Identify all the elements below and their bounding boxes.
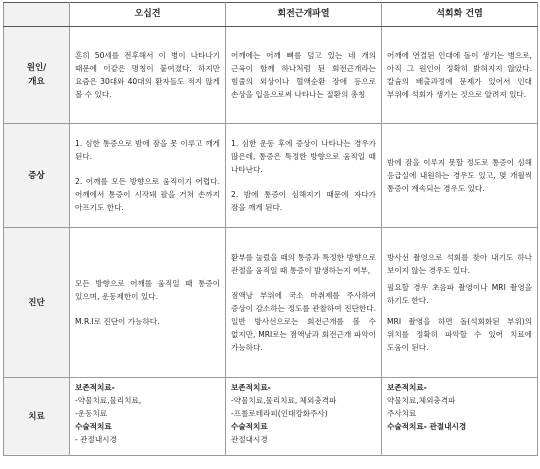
cell-text: MRI 촬영을 하면 돌(석회화된 부위)의 위치를 정확히 파악할 수 있어 치료에 도움이 된다. bbox=[387, 317, 532, 352]
cell-text: 수술적치료- 관절내시경 bbox=[387, 422, 467, 431]
row-label-treatment-text: 치료 bbox=[28, 411, 45, 422]
cell-text: 관절내시경 bbox=[231, 435, 268, 444]
cell-text: 필요할 경우 초음파 촬영이나 MRI 촬영을 하기도 한다. bbox=[387, 283, 532, 305]
cell-diagnosis-col2 bbox=[226, 228, 382, 378]
cell-text: M.R.I로 진단이 가능하다. bbox=[75, 317, 160, 326]
cell-cause-col2 bbox=[226, 27, 382, 124]
cell-text: 수술적치료 bbox=[231, 422, 268, 431]
row-diagnosis bbox=[4, 228, 538, 378]
cell-text: 점액낭 부위에 국소 마취제를 주사하여 증상이 감소하는 정도를 관찰하여 진단한다. 일반 방사선으로는 회전근개를 볼 수 없지만, MRI로는 점액낭과 회전근개 파악이 가능하다. bbox=[231, 291, 376, 352]
row-label-symptom bbox=[4, 124, 70, 228]
cell-text: 주사치료 bbox=[387, 409, 417, 418]
cell-treatment-col2 bbox=[226, 378, 382, 456]
cell-text: -운동치료 bbox=[75, 409, 108, 418]
cell-text: 1. 심한 통증으로 밤에 잠을 못 이루고 깨게 된다. bbox=[75, 139, 220, 161]
header-row bbox=[4, 3, 538, 27]
header-rotator-cuff-tear: 회전근개파열 bbox=[226, 3, 382, 27]
cell-text: 어깨에는 어깨 뼈를 덮고 있는 네 개의 근육이 함께 하나처럼 된 회전근개라는 힘줄의 외상이나 혈액순환 장애 등으로 손상을 입음으로써 나타나는 질환의 총칭 bbox=[231, 51, 376, 99]
cell-text: 보존적치료- bbox=[231, 383, 271, 392]
cell-text: 보존적치료- bbox=[387, 383, 427, 392]
cell-text: -약물치료,물리치료, bbox=[75, 396, 142, 405]
cell-treatment-col3 bbox=[382, 378, 538, 456]
cell-diagnosis-col1 bbox=[70, 228, 226, 378]
row-label-diagnosis bbox=[4, 228, 70, 378]
cell-text: 방사선 촬영으로 석회를 찾아 내기도 하나 보이지 않는 경우도 있다. bbox=[387, 253, 532, 275]
cell-treatment-col1 bbox=[70, 378, 226, 456]
cell-text: - 관절내시경 bbox=[75, 435, 117, 444]
row-label-diagnosis-text: 진단 bbox=[28, 297, 45, 308]
cell-text: 모든 방향으로 어깨를 움직일 때 통증이 있으며, 운동제한이 있다. bbox=[75, 279, 220, 301]
header-corner bbox=[4, 3, 70, 27]
row-label-treatment bbox=[4, 378, 70, 456]
cell-symptom-col1 bbox=[70, 124, 226, 228]
cell-text: 밤에 잠을 이루지 못할 정도로 통증이 심해 응급실에 내원하는 경우도 있고, 몇 개월씩 통증이 계속되는 경우도 있다. bbox=[387, 158, 532, 193]
row-label-symptom-text: 증상 bbox=[28, 170, 45, 181]
cell-text: 수술적치료 bbox=[75, 422, 112, 431]
row-cause bbox=[4, 27, 538, 124]
cell-text: 어깨에 연결된 인대에 돌이 생기는 병으로, 아직 그 원인이 정확히 밝혀지지 않았다. 칼슘의 배출과정에 문제가 있어서 인대 부위에 석회가 생기는 것으로 알려져 있다. bbox=[387, 51, 532, 99]
row-label-cause-text: 원인/ 개요 bbox=[26, 63, 47, 87]
cell-text: 1. 심한 운동 후에 증상이 나타나는 경우가 많은데, 통증은 특정한 방향으로 움직일 때 나타난다. bbox=[231, 139, 376, 174]
cell-symptom-col2 bbox=[226, 124, 382, 228]
row-label-cause bbox=[4, 27, 70, 124]
row-symptom bbox=[4, 124, 538, 228]
cell-text: 흔히 50세를 전후해서 이 병이 나타나기 때문에 이같은 명칭이 붙여졌다. 하지만 요즘은 30대와 40대의 환자들도 적지 않게 볼 수 있다. bbox=[75, 51, 220, 99]
cell-text: 2. 밤에 통증이 심해지기 때문에 자다가 잠을 깨게 된다. bbox=[231, 190, 376, 212]
header-calcific-tendinitis: 석회화 건염 bbox=[382, 3, 538, 27]
row-treatment bbox=[4, 378, 538, 456]
cell-text: 보존적치료- bbox=[75, 383, 115, 392]
cell-cause-col1 bbox=[70, 27, 226, 124]
cell-text: 2. 어깨를 모든 방향으로 움직이기 어렵다. 어깨에서 통증이 시작돼 팔을 거쳐 손까지 아프기도 한다. bbox=[75, 177, 220, 212]
comparison-table bbox=[3, 2, 538, 456]
cell-text: 환부를 눌렀을 때의 통증과 특정한 방향으로 관절을 움직일 때 통증이 발생하는지 여부, bbox=[231, 253, 376, 275]
header-frozen-shoulder: 오십견 bbox=[70, 3, 226, 27]
cell-text: 약물치료,체외충격파 bbox=[387, 396, 456, 405]
cell-symptom-col3 bbox=[382, 124, 538, 228]
cell-text: -약물치료,물리치료, 체외충격파 bbox=[231, 396, 337, 405]
cell-text: -프롤로테라피(인대강화주사) bbox=[231, 409, 328, 418]
cell-cause-col3 bbox=[382, 27, 538, 124]
cell-diagnosis-col3 bbox=[382, 228, 538, 378]
